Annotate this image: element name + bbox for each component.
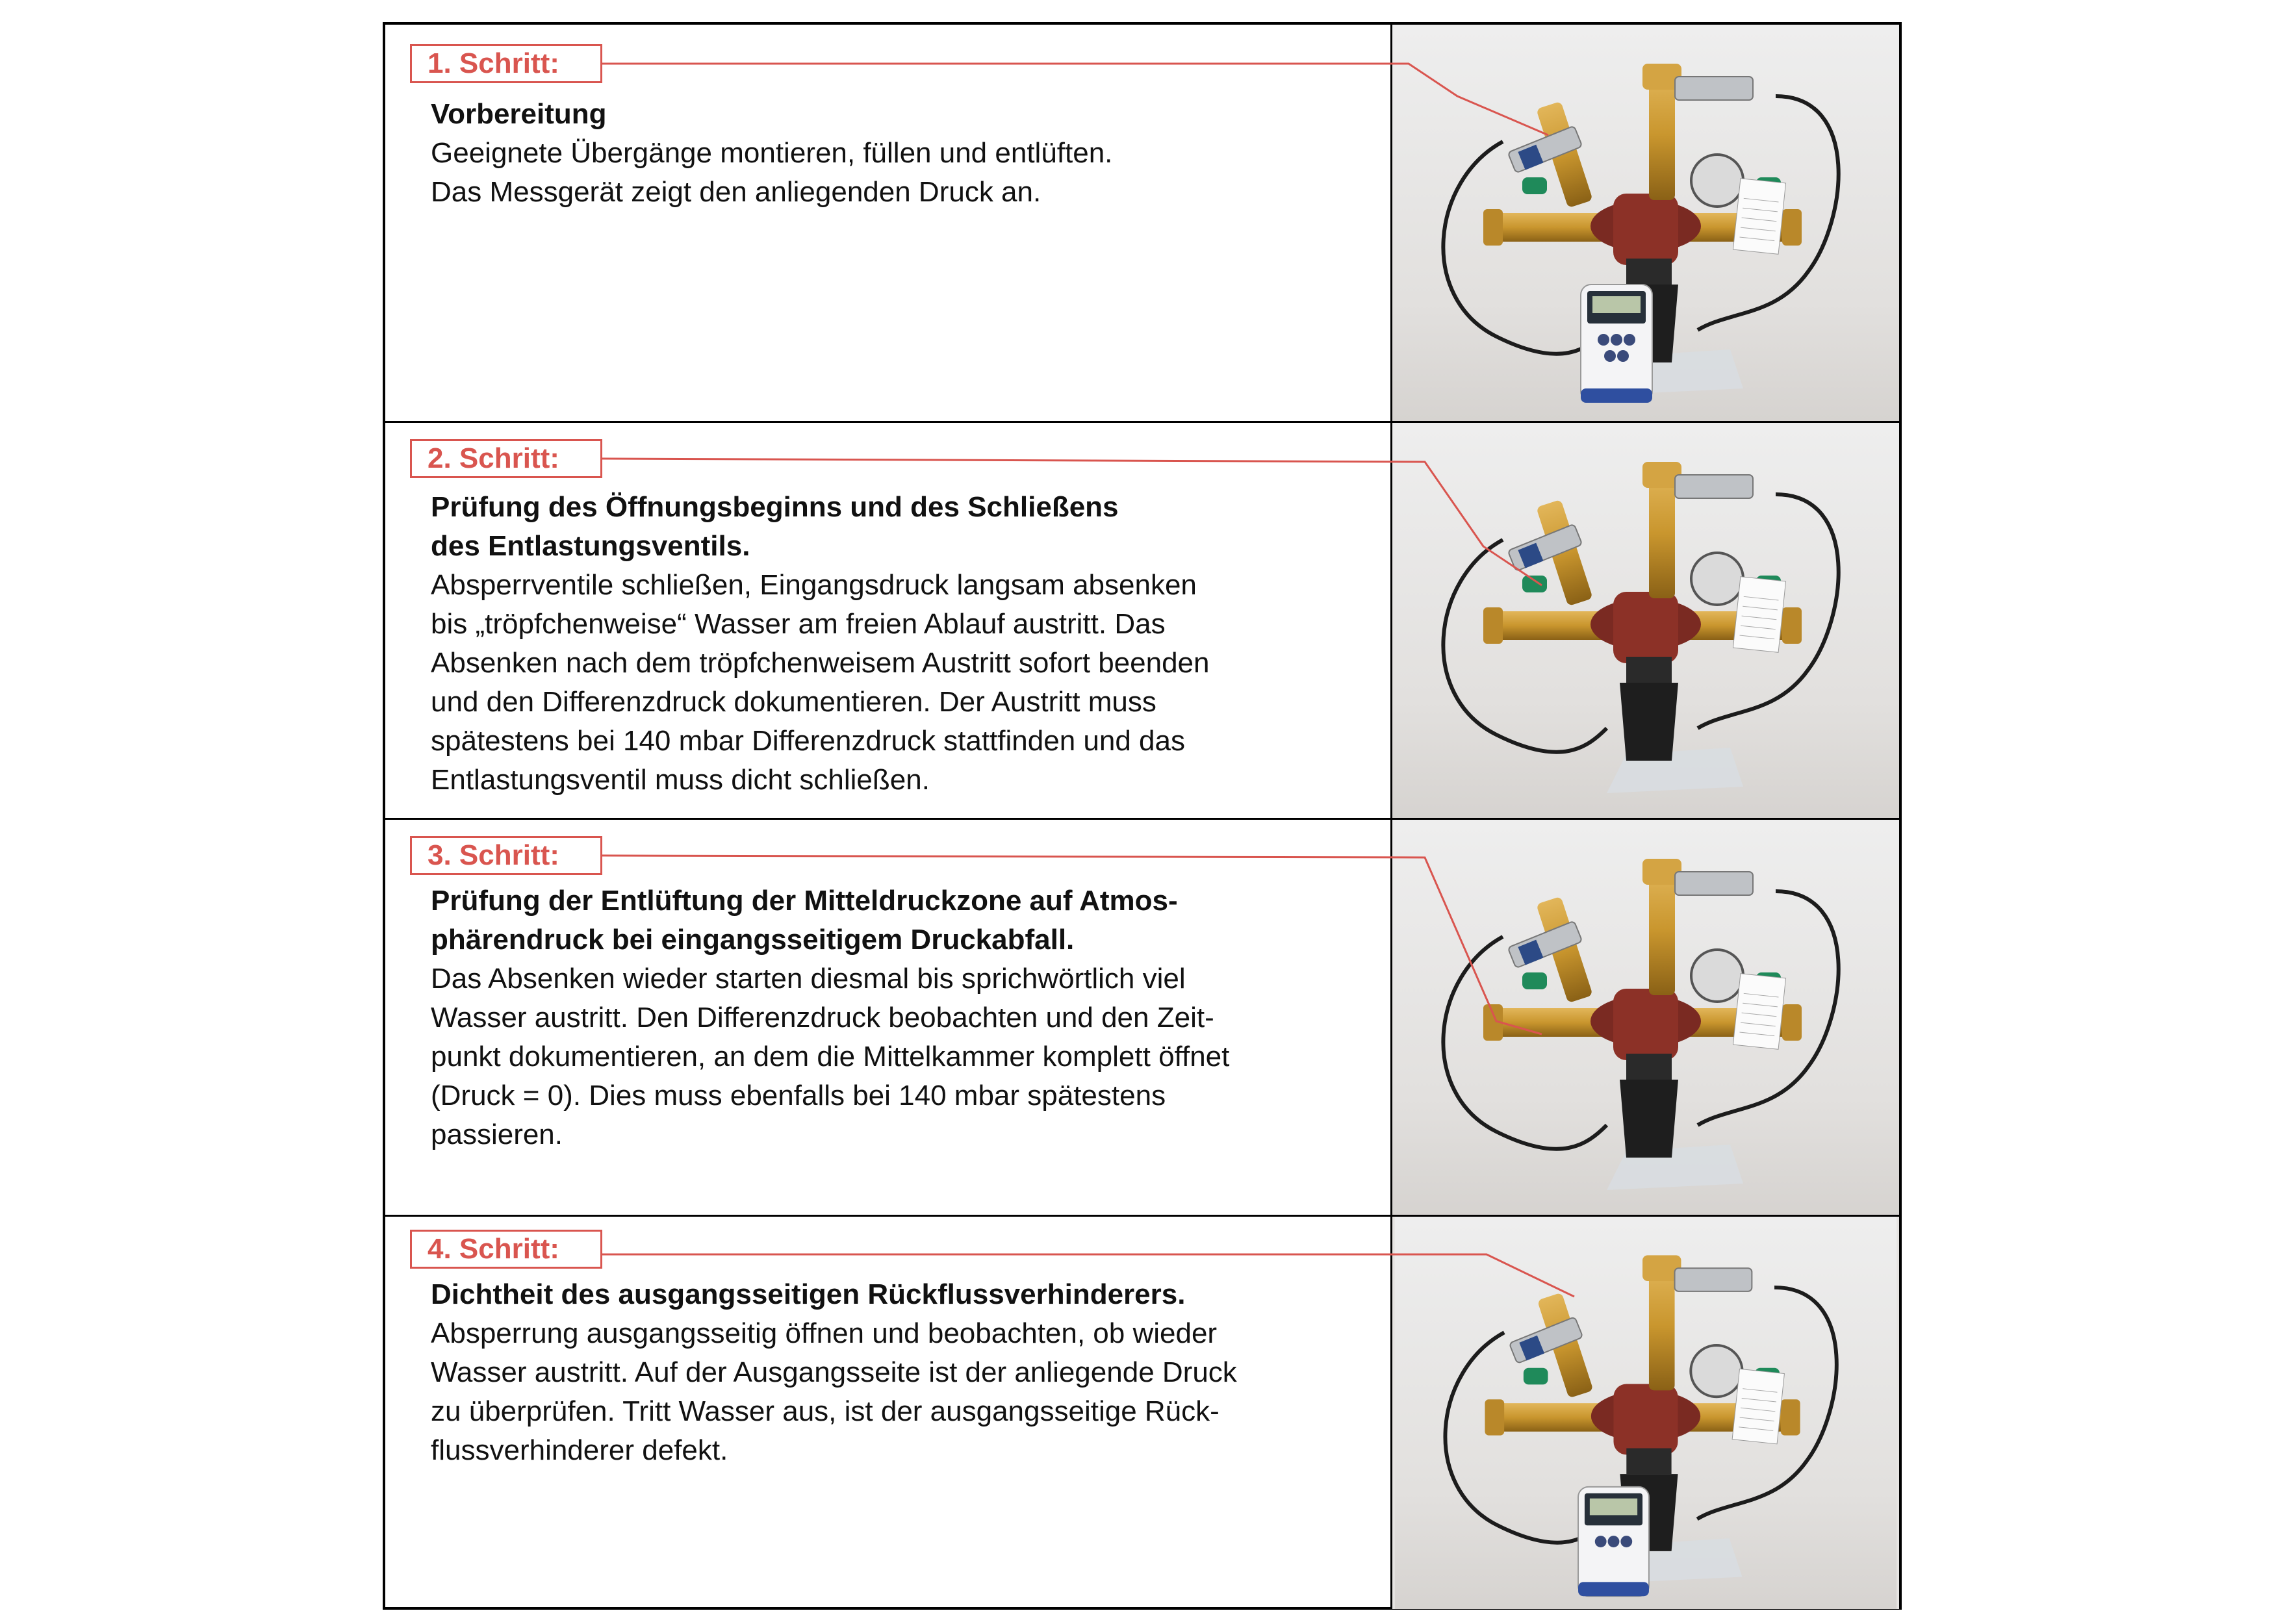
step-label: 3. Schritt: <box>410 836 602 875</box>
step-heading: Vorbereitung <box>431 98 607 130</box>
step-photo <box>1392 423 1899 819</box>
valve-device-photo <box>1392 1217 1899 1609</box>
step-photo <box>1392 1217 1899 1609</box>
valve-device-photo <box>1392 25 1899 421</box>
step-body <box>431 95 1379 212</box>
step-label: 4. Schritt: <box>410 1230 602 1269</box>
step-heading: Prüfung des Öffnungsbeginns und des Schließens des Entlastungsventils. <box>431 491 1119 562</box>
step-label: 2. Schritt: <box>410 439 602 478</box>
step-text-cell <box>385 1217 1392 1609</box>
step-row-4 <box>385 1215 1899 1609</box>
step-row-2 <box>385 421 1899 819</box>
step-description: Geeignete Übergänge montieren, füllen und entlüften. Das Messgerät zeigt den anliegenden Druck an. <box>431 137 1113 208</box>
step-photo <box>1392 820 1899 1216</box>
step-description: Absperrung ausgangsseitig öffnen und beobachten, ob wieder Wasser austritt. Auf der Ausgangsseite ist der anliegende Druck zu überprüfen. Tritt Wasser aus, ist der ausgangsseitige Rück- flussverhinderer defekt. <box>431 1317 1237 1466</box>
step-heading: Prüfung der Entlüftung der Mitteldruckzone auf Atmos- phärendruck bei eingangsseitigem Druckabfall. <box>431 885 1178 956</box>
step-row-3 <box>385 818 1899 1216</box>
step-body <box>431 882 1379 1154</box>
step-description: Absperrventile schließen, Eingangsdruck langsam absenken bis „tröpfchenweise“ Wasser am freien Ablauf austritt. Das Absenken nach dem tröpfchenweisem Austritt sofort beenden und den Differenzdruck dokumentieren. Der Austritt muss spätestens bei 140 mbar Differenzdruck stattfinden und das Entlastungsventil muss dicht schließen. <box>431 569 1210 796</box>
step-description: Das Absenken wieder starten diesmal bis sprichwörtlich viel Wasser austritt. Den Differenzdruck beobachten und den Zeit- punkt dokumentieren, an dem die Mittelkammer komplett öffnet (Druck = 0). Dies muss ebenfalls bei 140 mbar spätestens passieren. <box>431 963 1230 1150</box>
step-text-cell <box>385 820 1392 1216</box>
step-photo <box>1392 25 1899 421</box>
step-row-1 <box>385 25 1899 421</box>
test-meter <box>1581 285 1652 403</box>
step-body <box>431 1275 1379 1470</box>
valve-device-photo <box>1392 820 1899 1216</box>
valve-device-photo <box>1392 423 1899 819</box>
step-heading: Dichtheit des ausgangsseitigen Rückflussverhinderers. <box>431 1278 1186 1310</box>
instruction-table <box>383 22 1902 1610</box>
step-label: 1. Schritt: <box>410 44 602 83</box>
step-body <box>431 488 1379 800</box>
step-text-cell <box>385 25 1392 421</box>
test-meter <box>1578 1487 1649 1596</box>
step-text-cell <box>385 423 1392 819</box>
